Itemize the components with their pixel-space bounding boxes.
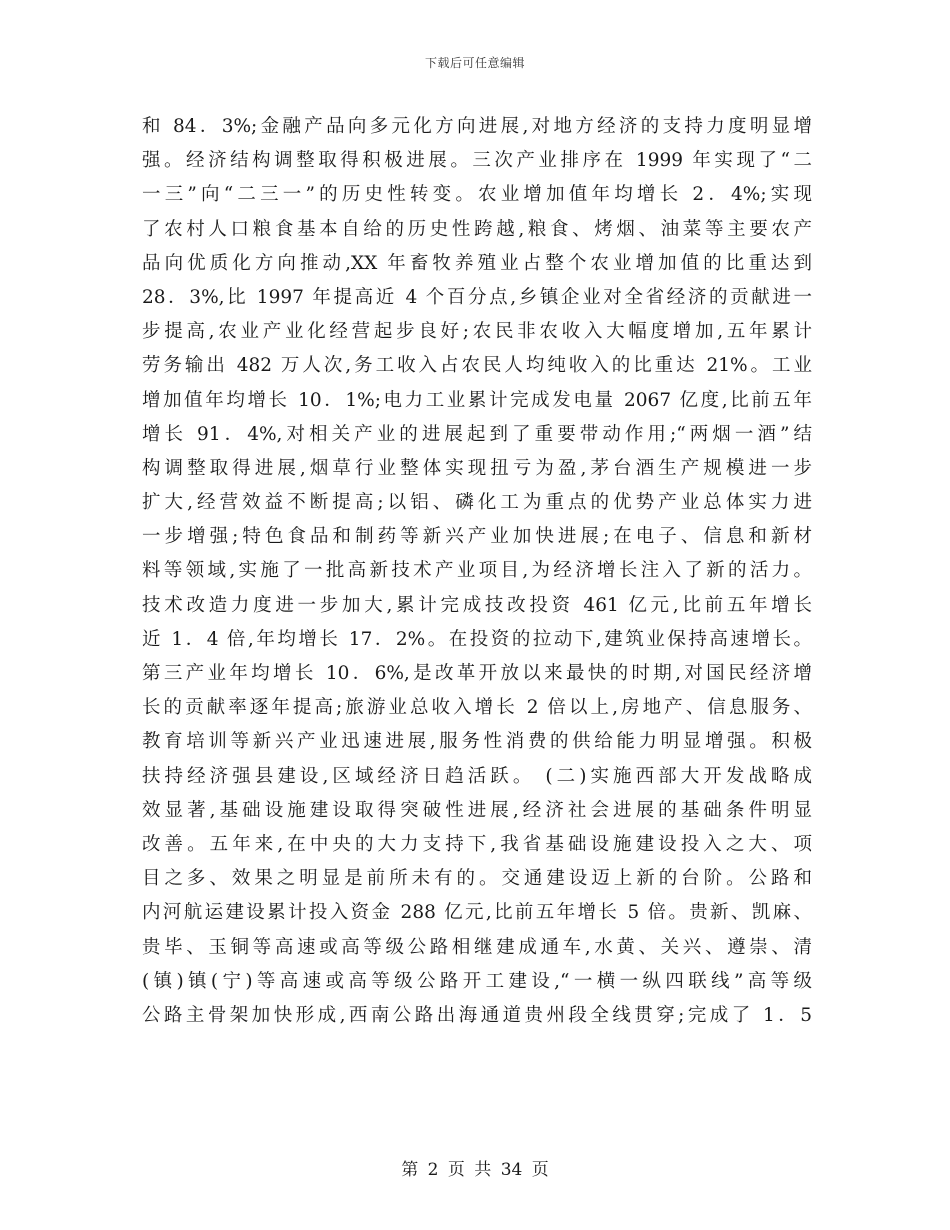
text-line: 技术改造力度进一步加大,累计完成技改投资 461 亿元,比前五年增长 <box>142 594 812 616</box>
text-line: 长的贡献率逐年提高;旅游业总收入增长 2 倍以上,房地产、信息服务、 <box>142 697 812 719</box>
text-line: (镇)镇(宁)等高速或高等级公路开工建设,“一横一纵四联线”高等级 <box>142 970 812 992</box>
text-line: 目之多、效果之明显是前所未有的。交通建设迈上新的台阶。公路和 <box>142 868 812 890</box>
text-line: 扩大,经营效益不断提高;以铝、磷化工为重点的优势产业总体实力进 <box>142 492 812 514</box>
text-line: 贵毕、玉铜等高速或高等级公路相继建成通车,水黄、关兴、遵崇、清 <box>142 936 812 958</box>
text-line: 28．3%,比 1997 年提高近 4 个百分点,乡镇企业对全省经济的贡献进一 <box>142 286 812 308</box>
text-line: 增加值年均增长 10．1%;电力工业累计完成发电量 2067 亿度,比前五年 <box>142 389 812 411</box>
text-line: 改善。五年来,在中央的大力支持下,我省基础设施建设投入之大、项 <box>142 833 812 855</box>
text-line: 了农村人口粮食基本自给的历史性跨越,粮食、烤烟、油菜等主要农产 <box>142 218 812 240</box>
text-line: 公路主骨架加快形成,西南公路出海通道贵州段全线贯穿;完成了 1．5 <box>142 1004 812 1026</box>
text-line: 品向优质化方向推动,XX 年畜牧养殖业占整个农业增加值的比重达到 <box>142 252 812 274</box>
text-line: 增长 91．4%,对相关产业的进展起到了重要带动作用;“两烟一酒”结 <box>142 423 812 445</box>
text-line: 强。经济结构调整取得积极进展。三次产业排序在 1999 年实现了“二 <box>142 150 812 172</box>
text-line: 劳务输出 482 万人次,务工收入占农民人均纯收入的比重达 21%。工业 <box>142 355 812 377</box>
text-line: 一步增强;特色食品和制药等新兴产业加快进展;在电子、信息和新材 <box>142 526 812 548</box>
text-line: 料等领域,实施了一批高新技术产业项目,为经济增长注入了新的活力。 <box>142 560 812 582</box>
text-line: 一三”向“二三一”的历史性转变。农业增加值年均增长 2．4%;实现 <box>142 184 812 206</box>
page-header: 下载后可任意编辑 <box>424 56 525 70</box>
text-line: 效显著,基础设施建设取得突破性进展,经济社会进展的基础条件明显 <box>142 799 812 821</box>
text-line: 扶持经济强县建设,区域经济日趋活跃。 (二)实施西部大开发战略成 <box>142 765 812 787</box>
text-line: 第三产业年均增长 10．6%,是改革开放以来最快的时期,对国民经济增 <box>142 663 812 684</box>
document-body <box>142 110 812 1033</box>
page-number-footer: 第 2 页 共 34 页 <box>401 1160 549 1180</box>
text-line: 近 1．4 倍,年均增长 17．2%。在投资的拉动下,建筑业保持高速增长。 <box>142 628 812 650</box>
text-line: 教育培训等新兴产业迅速进展,服务性消费的供给能力明显增强。积极 <box>142 731 812 753</box>
text-line: 步提高,农业产业化经营起步良好;农民非农收入大幅度增加,五年累计 <box>142 321 812 343</box>
text-line: 构调整取得进展,烟草行业整体实现扭亏为盈,茅台酒生产规模进一步 <box>142 457 812 479</box>
text-line: 内河航运建设累计投入资金 288 亿元,比前五年增长 5 倍。贵新、凯麻、 <box>142 902 812 924</box>
text-line: 和 84．3%;金融产品向多元化方向进展,对地方经济的支持力度明显增 <box>142 116 812 137</box>
